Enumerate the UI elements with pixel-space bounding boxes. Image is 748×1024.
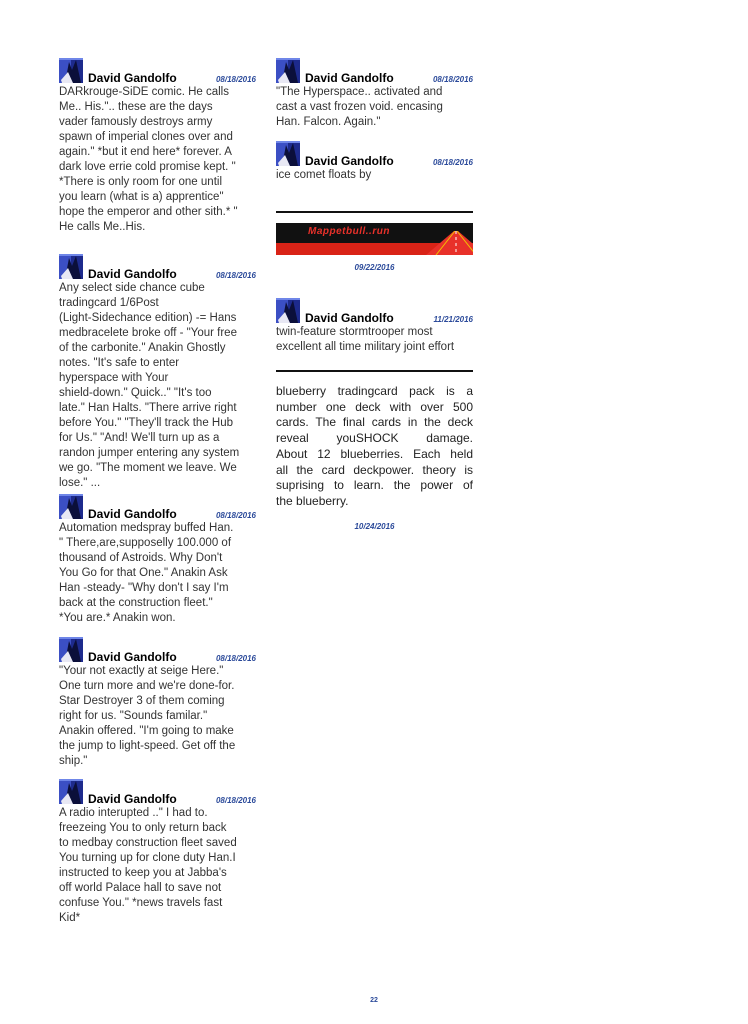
- post-line: medbracelete broke off - "Your free: [59, 327, 237, 339]
- post: [59, 58, 256, 254]
- post-line: randon jumper entering any system: [59, 447, 240, 459]
- post-line: A radio interupted .." I had to.: [59, 807, 208, 819]
- post-line: lose." ...: [59, 477, 101, 489]
- avatar-icon[interactable]: [59, 494, 83, 519]
- post-header: [276, 58, 473, 85]
- post-body: [59, 521, 256, 626]
- post: [276, 298, 473, 370]
- post-line: You turning up for clone duty Han.I: [59, 852, 236, 864]
- article-line: cards. The final cards in the deck: [276, 415, 473, 430]
- post-line: hyperspace with Your: [59, 372, 169, 384]
- post-line: Kid*: [59, 912, 81, 924]
- post-line: vader famously destroys army: [59, 116, 213, 128]
- post-date: 08/18/2016: [215, 796, 256, 805]
- post-line: before You." "They'll track the Hub: [59, 417, 234, 429]
- post: [276, 58, 473, 141]
- author-name[interactable]: David Gandolfo: [305, 311, 394, 325]
- article-line: blueberry tradingcard pack is a: [276, 384, 473, 398]
- post-line: again." *but it end here* forever. A: [59, 146, 232, 158]
- post-line: " There,are,supposelly 100.000 of: [59, 537, 232, 549]
- post-date: 08/18/2016: [215, 271, 256, 280]
- post-line: cast a vast frozen void. encasing: [276, 101, 443, 113]
- article-line: the blueberry.: [276, 493, 349, 508]
- avatar-icon[interactable]: [276, 141, 300, 166]
- article-body: [276, 384, 473, 510]
- post-line: we go. "The moment we leave. We: [59, 462, 237, 474]
- post-line: instructed to keep you at Jabba's: [59, 867, 227, 879]
- article-date: 10/24/2016: [354, 521, 395, 531]
- post-line: shield-down." Quick.." "It's too: [59, 387, 212, 399]
- post-line: Me.. His.".. these are the days: [59, 101, 213, 113]
- post-date: 08/18/2016: [215, 511, 256, 520]
- post-line: *You are.* Anakin won.: [59, 612, 176, 624]
- post-line: ice comet floats by: [276, 169, 372, 181]
- author-name[interactable]: David Gandolfo: [88, 650, 177, 664]
- post-body: [59, 281, 256, 491]
- post-header: [59, 779, 256, 806]
- banner-logo-text: Mappetbull..run: [308, 226, 390, 237]
- post-body: [276, 325, 473, 355]
- post-header: [59, 58, 256, 85]
- post-header: [59, 637, 256, 664]
- post-header: [59, 494, 256, 521]
- post-line: you learn (what is a) apprentice": [59, 191, 224, 203]
- post-body: [59, 806, 256, 926]
- author-name[interactable]: David Gandolfo: [88, 507, 177, 521]
- post-header: [276, 141, 473, 168]
- post-line: Any select side chance cube: [59, 282, 205, 294]
- post-line: off world Palace hall to save not: [59, 882, 222, 894]
- road-graphic-icon: [426, 231, 473, 255]
- post: [59, 637, 256, 779]
- post-line: Han. Falcon. Again.": [276, 116, 381, 128]
- post-line: to medbay construction fleet saved: [59, 837, 237, 849]
- post-line: excellent all time military joint effort: [276, 341, 455, 353]
- article-line: suprising to learn. the power of: [276, 478, 473, 493]
- post-line: *There is only room for one until: [59, 176, 222, 188]
- avatar-icon[interactable]: [59, 637, 83, 662]
- post-line: confuse You." *news travels fast: [59, 897, 223, 909]
- post-line: Star Destroyer 3 of them coming: [59, 695, 225, 707]
- post-body: [59, 664, 256, 769]
- avatar-icon[interactable]: [59, 254, 83, 279]
- post-line: "Your not exactly at seige Here.": [59, 665, 224, 677]
- post-line: He calls Me..His.: [59, 221, 146, 233]
- post-line: of the carbonite." Anakin Ghostly: [59, 342, 226, 354]
- post-line: back at the construction fleet.": [59, 597, 213, 609]
- avatar-icon[interactable]: [276, 298, 300, 323]
- post-line: Anakin offered. "I'm going to make: [59, 725, 234, 737]
- post-line: tradingcard 1/6Post: [59, 297, 159, 309]
- post-body: [59, 85, 256, 235]
- page-number: 22: [370, 997, 378, 1004]
- post-date: 11/21/2016: [433, 315, 473, 324]
- post-line: ship.": [59, 755, 88, 767]
- post-line: spawn of imperial clones over and: [59, 131, 233, 143]
- right-column: [276, 58, 473, 531]
- author-name[interactable]: David Gandolfo: [88, 792, 177, 806]
- post-line: "The Hyperspace.. activated and: [276, 86, 443, 98]
- article-line: reveal youSHOCK damage.: [276, 431, 473, 446]
- post-line: dark love errie cold promise kept. ": [59, 161, 236, 173]
- post-line: hope the emperor and other sith.* ": [59, 206, 238, 218]
- left-column: [59, 58, 256, 926]
- post-line: twin-feature stormtrooper most: [276, 326, 433, 338]
- post: [59, 779, 256, 926]
- article-line: number one deck with over 500: [276, 399, 473, 414]
- post-line: right for us. "Sounds familar.": [59, 710, 208, 722]
- post-header: [59, 254, 256, 281]
- post-body: [276, 85, 473, 130]
- avatar-icon[interactable]: [59, 58, 83, 83]
- post-line: thousand of Astroids. Why Don't: [59, 552, 223, 564]
- post-body: [276, 168, 473, 183]
- post-line: You Go for that One." Anakin Ask: [59, 567, 228, 579]
- post-line: for Us." "And! We'll turn up as a: [59, 432, 220, 444]
- post: [59, 254, 256, 494]
- article-line: About 12 blueberries. Each held: [276, 446, 473, 461]
- author-name[interactable]: David Gandolfo: [88, 71, 177, 85]
- post-date: 08/18/2016: [432, 75, 473, 84]
- post-date: 08/18/2016: [432, 158, 473, 167]
- author-name[interactable]: David Gandolfo: [88, 267, 177, 281]
- article-line: all the card deckpower. theory is: [276, 462, 473, 477]
- banner-image[interactable]: [276, 223, 473, 255]
- post-line: the jump to light-speed. Get off the: [59, 740, 236, 752]
- post-date: 08/18/2016: [215, 75, 256, 84]
- post-line: freezeing You to only return back: [59, 822, 227, 834]
- post-line: late." Han Halts. "There arrive right: [59, 402, 237, 414]
- avatar-icon[interactable]: [276, 58, 300, 83]
- post-line: notes. "It's safe to enter: [59, 357, 180, 369]
- post-line: One turn more and we're done-for.: [59, 680, 235, 692]
- post: [59, 494, 256, 637]
- author-name[interactable]: David Gandolfo: [305, 154, 394, 168]
- post-date: 08/18/2016: [215, 654, 256, 663]
- post-line: DARkrouge-SiDE comic. He calls: [59, 86, 229, 98]
- avatar-icon[interactable]: [59, 779, 83, 804]
- post-line: Automation medspray buffed Han.: [59, 522, 234, 534]
- post-line: Han -steady- "Why don't I say I'm: [59, 582, 229, 594]
- author-name[interactable]: David Gandolfo: [305, 71, 394, 85]
- post: [276, 141, 473, 211]
- banner-date: 09/22/2016: [354, 263, 395, 272]
- post-header: [276, 298, 473, 325]
- post-line: (Light-Sidechance edition) -= Hans: [59, 312, 237, 324]
